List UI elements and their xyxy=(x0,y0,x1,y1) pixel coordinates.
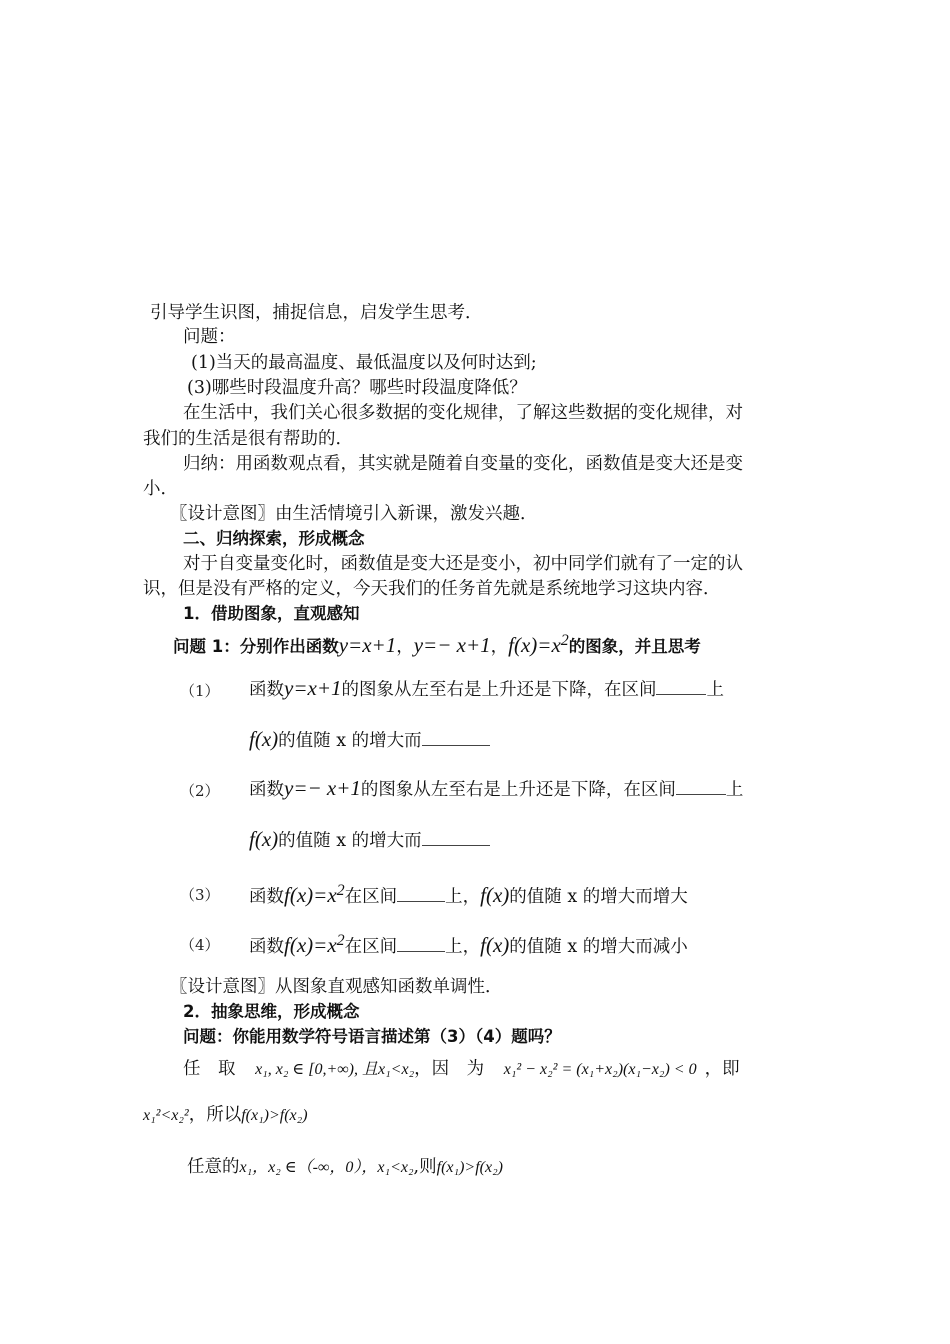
question-2: 问题：你能用数学符号语言描述第（3）（4）题吗？ xyxy=(183,1027,561,1046)
para-life-line2: 我们的生活是很有帮助的． xyxy=(143,429,353,449)
item-4-number: （4） xyxy=(180,936,220,954)
proof-line-1: 任 取 x₁, x₂ ∈ [0,+∞), 且x₁<x₂，因 为 x₁² − x₂² = (x₁+x₂)(x₁−x₂) < 0 ，即 xyxy=(183,1059,740,1079)
blank-interval xyxy=(676,780,726,795)
blank-trend xyxy=(422,731,490,746)
para-guide: 引导学生识图，捕捉信息，启发学生思考． xyxy=(150,303,483,323)
item-4-line: 函数$f(x)=x^2$在区间 上，f(x)的值随 x 的增大而减小 xyxy=(249,932,688,957)
blank-interval xyxy=(397,937,445,952)
blank-trend xyxy=(422,831,490,846)
formula-linear-up: y=x+1 xyxy=(338,632,397,657)
item-1-number: （1） xyxy=(180,682,220,700)
proof-line-3: 任意的x₁，x₂ ∈（-∞，0），x₁<x₂,则f(x₁)>f(x₂) xyxy=(187,1157,503,1177)
item-1-line1: 函数y=x+1的图象从左至右是上升还是下降，在区间 上 xyxy=(249,676,724,700)
subsection-heading-1: 1．借助图象，直观感知 xyxy=(183,604,360,623)
section-heading-2: 二、归纳探索，形成概念 xyxy=(183,529,365,548)
blank-interval xyxy=(397,887,445,902)
formula-conclusion-2: f(x₁)>f(x₂) xyxy=(436,1159,503,1176)
para-design-intent-1: 〖设计意图〗由生活情境引入新课，激发兴趣． xyxy=(170,504,538,524)
question-1: 问题 1：分别作出函数y=x+1，y=− x+1，$f(x)=x^2$的图象，并且思考 xyxy=(173,632,701,657)
formula-condition: x₁, x₂ ∈ [0,+∞), 且x₁<x₂ xyxy=(255,1061,415,1078)
question-1-prefix: 问题 1：分别作出函数 xyxy=(173,636,339,656)
para-intro-line1: 对于自变量变化时，函数值是变大还是变小，初中同学们就有了一定的认 xyxy=(183,554,743,574)
item-3-number: （3） xyxy=(180,886,220,904)
formula-square: f(x)=x xyxy=(508,632,561,657)
item-3-line: 函数$f(x)=x^2$在区间 上，f(x)的值随 x 的增大而增大 xyxy=(249,882,688,907)
item-2-line2: f(x)的值随 x 的增大而 xyxy=(249,828,490,852)
formula-linear-down: y=− x+1 xyxy=(413,632,491,657)
formula-square-compare: x₁²<x₂² xyxy=(143,1107,189,1124)
para-question-3: (3)哪些时段温度升高？哪些时段温度降低？ xyxy=(187,378,527,398)
formula-conclusion: f(x₁)>f(x₂) xyxy=(241,1107,308,1124)
formula-inequality: x₁² − x₂² = (x₁+x₂)(x₁−x₂) < 0 xyxy=(503,1061,697,1078)
para-question-1: (1)当天的最高温度、最低温度以及何时达到; xyxy=(191,353,537,373)
para-life-line1: 在生活中，我们关心很多数据的变化规律，了解这些数据的变化规律，对 xyxy=(183,403,743,423)
subsection-heading-2: 2．抽象思维，形成概念 xyxy=(183,1002,360,1021)
item-2-number: （2） xyxy=(180,782,220,800)
question-1-suffix: 的图象，并且思考 xyxy=(568,636,701,656)
item-2-line1: 函数y=− x+1的图象从左至右是上升还是下降，在区间 上 xyxy=(249,776,744,800)
para-summary-line1: 归纳：用函数观点看，其实就是随着自变量的变化，函数值是变大还是变 xyxy=(183,454,743,474)
para-intro-line2: 识，但是没有严格的定义，今天我们的任务首先就是系统地学习这块内容． xyxy=(143,579,721,599)
para-design-intent-2: 〖设计意图〗从图象直观感知函数单调性． xyxy=(170,977,503,997)
formula-neg-interval: x₁，x₂ ∈（-∞，0），x₁<x₂ xyxy=(239,1159,414,1176)
para-question-label: 问题： xyxy=(183,327,236,347)
proof-line-2: x₁²<x₂²，所以f(x₁)>f(x₂) xyxy=(143,1105,308,1125)
para-summary-line2: 小． xyxy=(143,479,178,499)
item-1-line2: f(x)的值随 x 的增大而 xyxy=(249,728,490,752)
blank-interval xyxy=(656,680,706,695)
